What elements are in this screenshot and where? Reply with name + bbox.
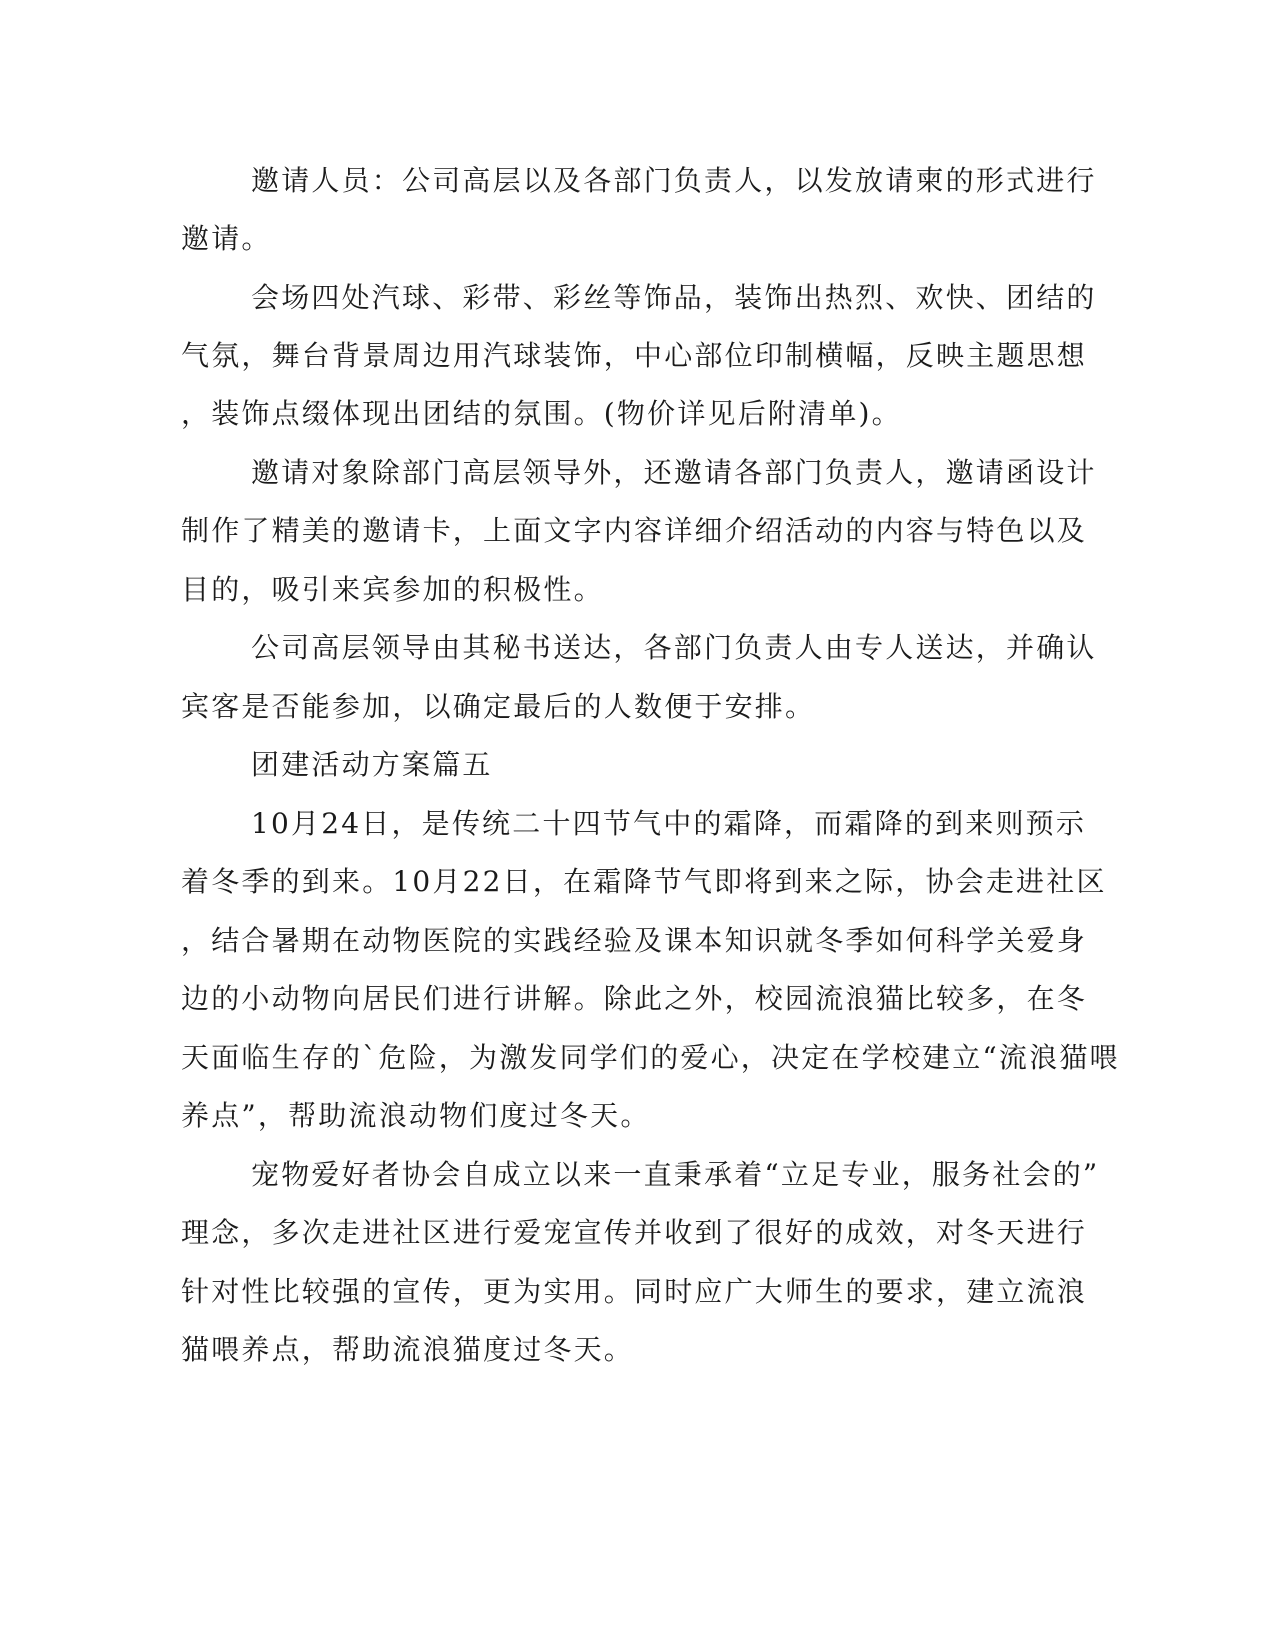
text-line: 猫喂养点，帮助流浪猫度过冬天。	[181, 1333, 635, 1366]
text-line: 制作了精美的邀请卡，上面文字内容详细介绍活动的内容与特色以及	[181, 514, 1088, 547]
text-line: 宠物爱好者协会自成立以来一直秉承着“立足专业，服务社会的”	[251, 1158, 1100, 1191]
text-line: ，装饰点缀体现出团结的氛围。(物价详见后附清单)。	[181, 397, 902, 430]
text-line: 会场四处汽球、彩带、彩丝等饰品，装饰出热烈、欢快、团结的	[251, 281, 1097, 314]
text-line: 针对性比较强的宣传，更为实用。同时应广大师生的要求，建立流浪	[181, 1275, 1088, 1308]
text-line: 边的小动物向居民们进行讲解。除此之外，校园流浪猫比较多，在冬	[181, 982, 1088, 1015]
text-line: 天面临生存的`危险，为激发同学们的爱心，决定在学校建立“流浪猫喂	[181, 1041, 1120, 1074]
text-line: 公司高层领导由其秘书送达，各部门负责人由专人送达，并确认	[251, 631, 1097, 664]
text-line: 10月24日，是传统二十四节气中的霜降，而霜降的到来则预示	[251, 807, 1087, 840]
text-line: 邀请对象除部门高层领导外，还邀请各部门负责人，邀请函设计	[251, 456, 1097, 489]
text-line: 目的，吸引来宾参加的积极性。	[181, 573, 604, 606]
text-line: ，结合暑期在动物医院的实践经验及课本知识就冬季如何科学关爱身	[181, 924, 1088, 957]
text-line: 宾客是否能参加，以确定最后的人数便于安排。	[181, 690, 816, 723]
text-line: 理念，多次走进社区进行爱宠宣传并收到了很好的成效，对冬天进行	[181, 1216, 1088, 1249]
section-heading: 团建活动方案篇五	[251, 748, 493, 781]
text-line: 邀请。	[181, 222, 272, 255]
text-line: 邀请人员：公司高层以及各部门负责人，以发放请柬的形式进行	[251, 164, 1097, 197]
text-line: 养点”，帮助流浪动物们度过冬天。	[181, 1099, 651, 1132]
text-line: 气氛，舞台背景周边用汽球装饰，中心部位印制横幅，反映主题思想	[181, 339, 1088, 372]
text-line: 着冬季的到来。10月22日，在霜降节气即将到来之际，协会走进社区	[181, 865, 1107, 898]
